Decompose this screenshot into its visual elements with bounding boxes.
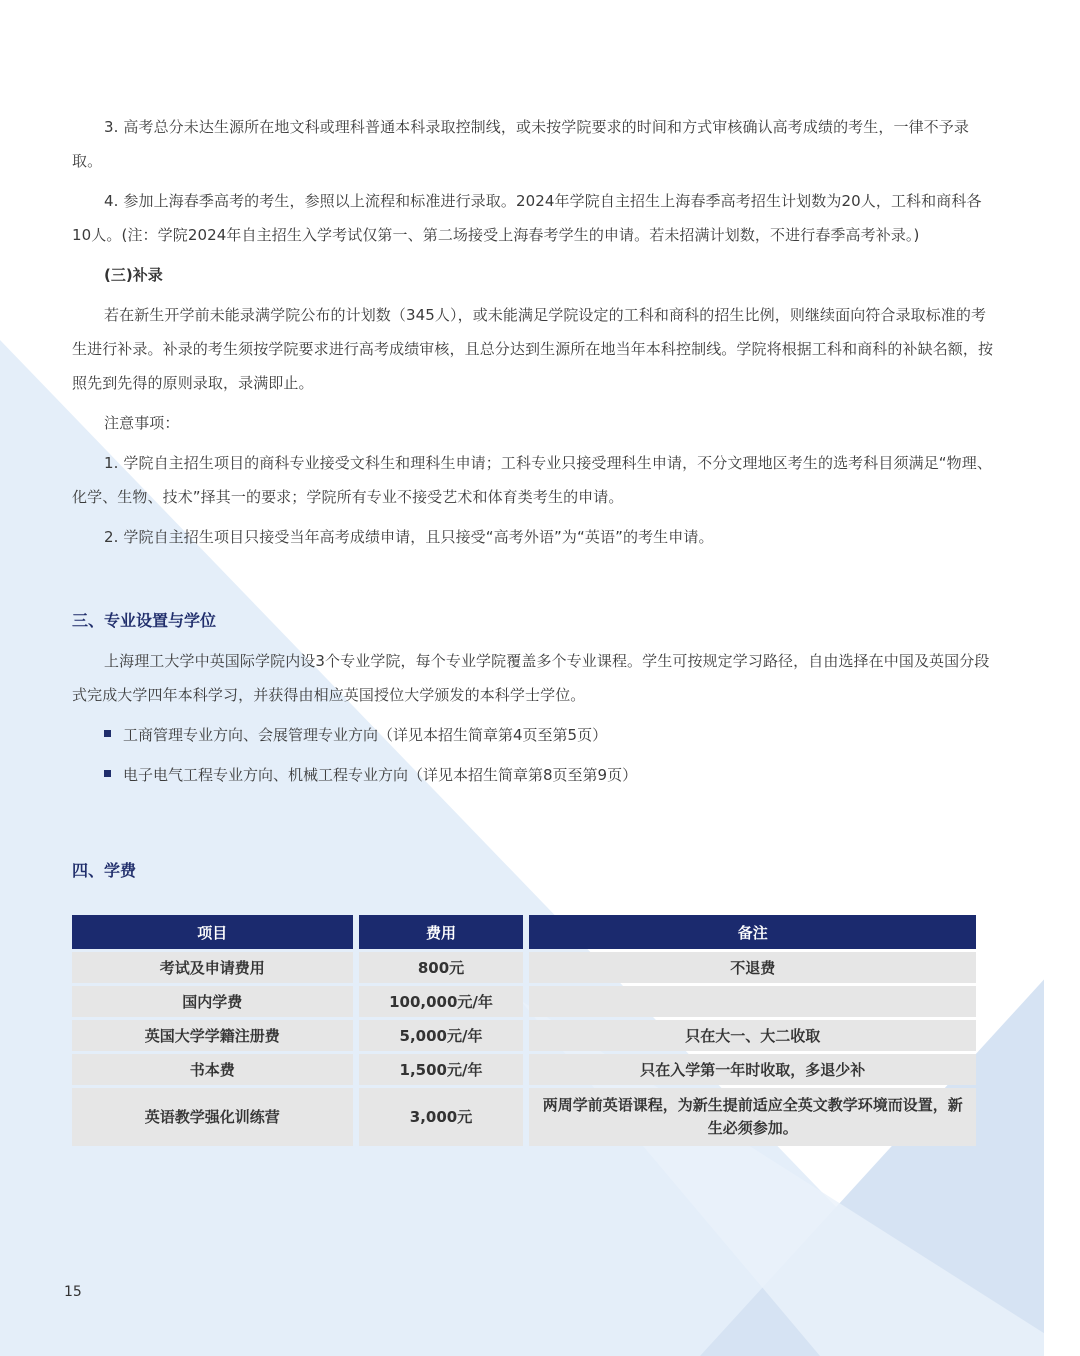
cell-fee: 5,000元/年 [359,1020,524,1051]
table-header-row [72,915,976,949]
bullet-item-engineering [104,760,637,790]
admission-rule-3: 3. 高考总分未达生源所在地文科或理科普通本科录取控制线，或未按学院要求的时间和方式审核确认高考成绩的考生，一律不予录取。 [72,118,969,170]
section-3-heading: 三、专业设置与学位 [72,611,217,630]
supplement-text: 若在新生开学前未能录满学院公布的计划数（345人），或未能满足学院设定的工科和商科的招生比例，则继续面向符合录取标准的考生进行补录。补录的考生须按学院要求进行高考成绩审核，且总分达到生源所在地当年本科控制线。学院将根据工科和商科的补缺名额，按照先到先得的原则录取，录满即止。 [72,306,994,392]
cell-fee: 3,000元 [359,1088,524,1146]
tuition-table [66,912,982,1149]
cell-fee: 1,500元/年 [359,1054,524,1085]
cell-fee: 100,000元/年 [359,986,524,1017]
cell-remark: 只在大一、大二收取 [529,1020,976,1051]
notes-heading: 注意事项： [104,414,180,432]
note-2: 2. 学院自主招生项目只接受当年高考成绩申请，且只接受“高考外语”为“英语”的考生申请。 [104,528,714,546]
note-1: 1. 学院自主招生项目的商科专业接受文科生和理科生申请；工科专业只接受理科生申请，不分文理地区考生的选考科目须满足“物理、化学、生物、技术”择其一的要求；学院所有专业不接受艺术和体育类考生的申请。 [72,454,992,506]
table-row [72,986,976,1017]
page-number: 15 [64,1284,82,1300]
bullet-item-business [104,720,607,750]
cell-remark: 只在入学第一年时收取，多退少补 [529,1054,976,1085]
bullet-text: 工商管理专业方向、会展管理专业方向（详见本招生简章第4页至第5页） [123,726,608,744]
header-remark: 备注 [529,915,976,949]
cell-item: 英语教学强化训练营 [72,1088,353,1146]
cell-fee: 800元 [359,952,524,983]
cell-remark: 不退费 [529,952,976,983]
cell-remark [529,986,976,1017]
bullet-square-icon [104,730,111,737]
table-row [72,1020,976,1051]
section-4-heading: 四、学费 [72,861,137,880]
bullet-text: 电子电气工程专业方向、机械工程专业方向（详见本招生简章第8页至第9页） [123,766,638,784]
bullet-square-icon [104,770,111,777]
supplement-heading: (三)补录 [104,266,163,284]
header-item: 项目 [72,915,353,949]
admission-rule-4: 4. 参加上海春季高考的考生，参照以上流程和标准进行录取。2024年学院自主招生上海春季高考招生计划数为20人，工科和商科各10人。(注：学院2024年自主招生入学考试仅第一、第二场接受上海春考学生的申请。若未招满计划数，不进行春季高考补录。) [72,192,982,244]
cell-remark: 两周学前英语课程，为新生提前适应全英文教学环境而设置，新生必须参加。 [529,1088,976,1146]
cell-item: 书本费 [72,1054,353,1085]
section-3-text: 上海理工大学中英国际学院内设3个专业学院，每个专业学院覆盖多个专业课程。学生可按规定学习路径，自由选择在中国及英国分段式完成大学四年本科学习，并获得由相应英国授位大学颁发的本科学士学位。 [72,652,990,704]
cell-item: 考试及申请费用 [72,952,353,983]
table-row [72,1054,976,1085]
table-row [72,952,976,983]
cell-item: 英国大学学籍注册费 [72,1020,353,1051]
table-row [72,1088,976,1146]
cell-item: 国内学费 [72,986,353,1017]
header-fee: 费用 [359,915,524,949]
